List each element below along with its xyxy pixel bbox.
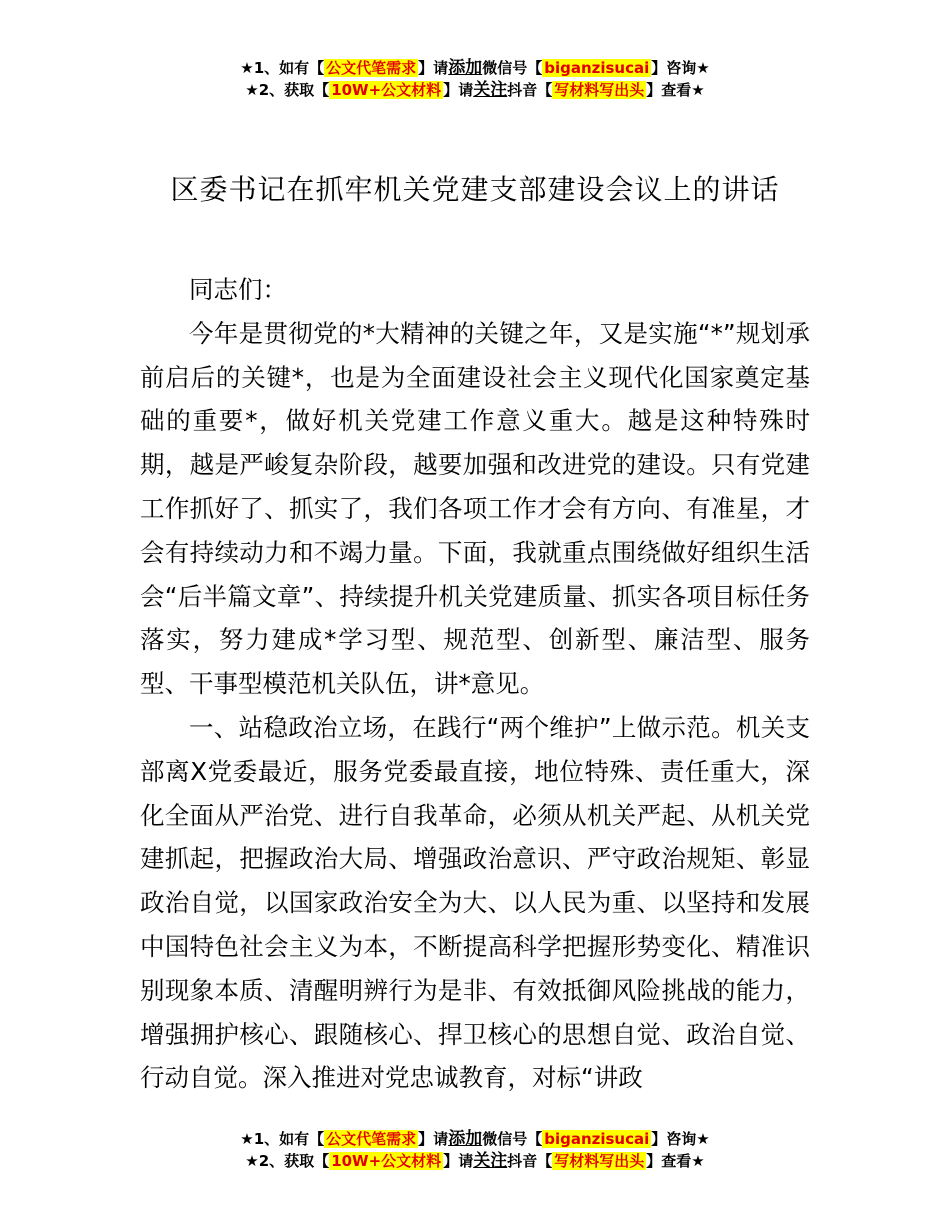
promo-highlight: 公文代笔需求 <box>326 59 417 77</box>
promo-line-2 <box>0 79 950 101</box>
promo-banner-top <box>0 57 950 101</box>
promo-text: 】请 <box>443 1152 474 1170</box>
promo-line-1 <box>0 1128 950 1150</box>
promo-emphasis: 关注 <box>473 1151 508 1171</box>
document-body <box>140 268 810 1100</box>
promo-text: 】请 <box>418 59 449 77</box>
promo-text: 】查看★ <box>646 1152 705 1170</box>
paragraph: 今年是贯彻党的*大精神的关键之年，又是实施“*”规划承前启后的关键*，也是为全面建设社会主义现代化国家奠定基础的重要*，做好机关党建工作意义重大。越是这种特殊时期，越是严峻复杂阶段，越要加强和改进党的建设。只有党建工作抓好了、抓实了，我们各项工作才会有方向、有准星，才会有持续动力和不竭力量。下面，我就重点围绕做好组织生活会“后半篇文章”、持续提升机关党建质量、抓实各项目标任务落实，努力建成*学习型、规范型、创新型、廉洁型、服务型、干事型模范机关队伍，讲*意见。 <box>140 318 810 699</box>
promo-text: 】咨询★ <box>651 59 710 77</box>
promo-line-2 <box>0 1150 950 1172</box>
promo-text: 微信号【 <box>482 59 543 77</box>
promo-line-1 <box>0 57 950 79</box>
promo-highlight: biganzisucai <box>544 59 650 77</box>
promo-text: 】请 <box>418 1130 449 1148</box>
promo-highlight: biganzisucai <box>544 1130 650 1148</box>
promo-emphasis: 添加 <box>448 58 483 78</box>
paragraph: 一、站稳政治立场，在践行“两个维护”上做示范。机关支部离X党委最近，服务党委最直接，地位特殊、责任重大，深化全面从严治党、进行自我革命，必须从机关严起、从机关党建抓起，把握政治大局、增强政治意识、严守政治规矩、彰显政治自觉，以国家政治安全为大、以人民为重、以坚持和发展中国特色社会主义为本，不断提高科学把握形势变化、精准识别现象本质、清醒明辨行为是非、有效抵御风险挑战的能力，增强拥护核心、跟随核心、捍卫核心的思想自觉、政治自觉、行动自觉。深入推进对党忠诚教育，对标“讲政 <box>140 712 810 1093</box>
promo-highlight: 写材料写出头 <box>554 81 645 99</box>
promo-text: ★2、获取【 <box>245 1152 330 1170</box>
promo-emphasis: 添加 <box>448 1129 483 1149</box>
promo-text: 】咨询★ <box>651 1130 710 1148</box>
promo-text: 】请 <box>443 81 474 99</box>
promo-text: 微信号【 <box>482 1130 543 1148</box>
promo-highlight: 公文代笔需求 <box>326 1130 417 1148</box>
promo-text: ★1、如有【 <box>240 59 325 77</box>
promo-highlight: 10W+公文材料 <box>331 1152 442 1170</box>
promo-text: 抖音【 <box>507 81 553 99</box>
promo-text: 】查看★ <box>646 81 705 99</box>
promo-highlight: 写材料写出头 <box>554 1152 645 1170</box>
promo-banner-bottom <box>0 1128 950 1172</box>
promo-text: 抖音【 <box>507 1152 553 1170</box>
salutation: 同志们： <box>189 275 287 304</box>
document-title: 区委书记在抓牢机关党建支部建设会议上的讲话 <box>170 173 780 206</box>
promo-text: ★2、获取【 <box>245 81 330 99</box>
promo-highlight: 10W+公文材料 <box>331 81 442 99</box>
promo-text: ★1、如有【 <box>240 1130 325 1148</box>
promo-emphasis: 关注 <box>473 80 508 100</box>
